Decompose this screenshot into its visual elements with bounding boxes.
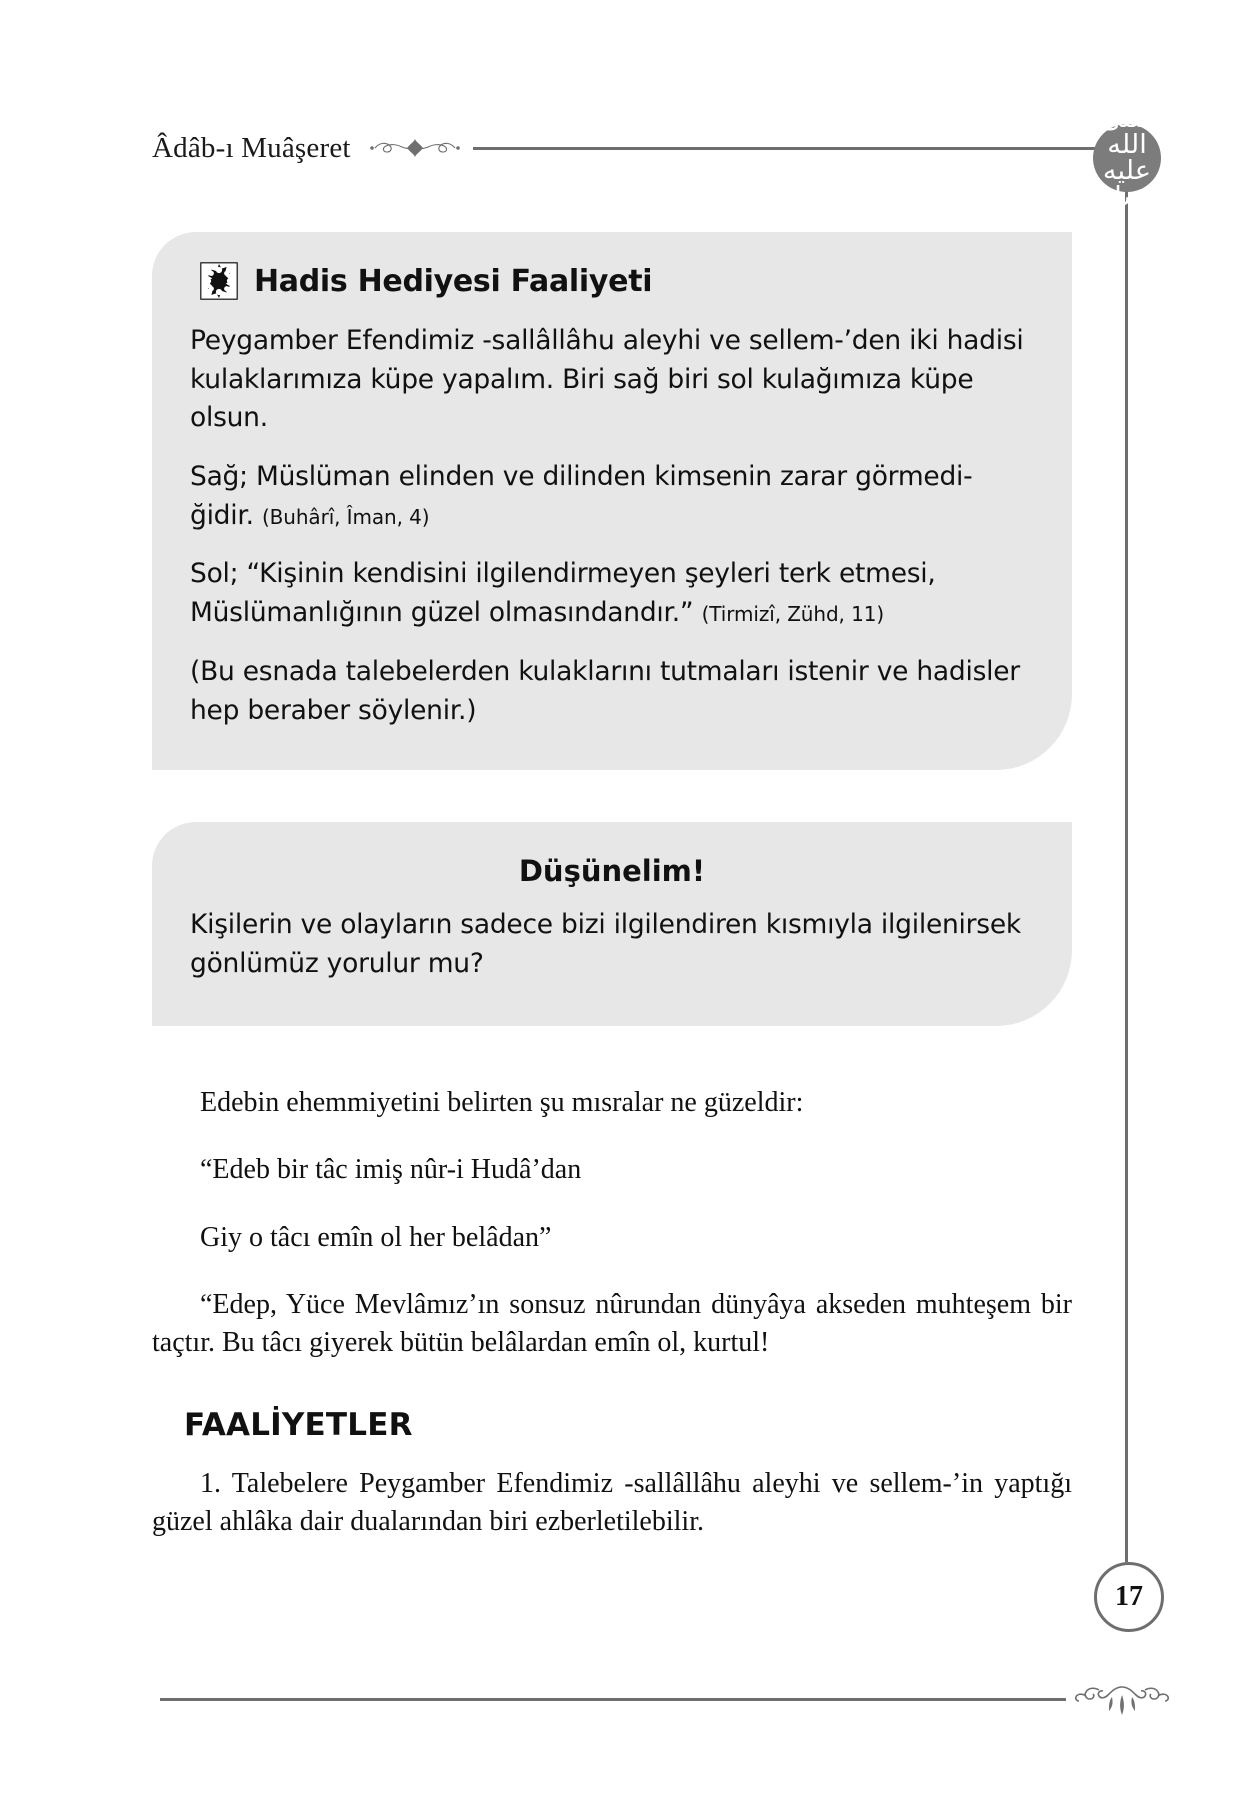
prose-intro: Edebin ehemmiyetini belirten şu mısralar ne güzeldir:	[200, 1086, 804, 1118]
running-header	[0, 118, 1260, 178]
verse-line-1: “Edeb bir tâc imiş nûr-i Hudâ’dan	[200, 1154, 582, 1186]
page-footer	[0, 1664, 1260, 1734]
hadith-left-citation: (Tirmizî, Zühd, 11)	[701, 602, 885, 627]
dusunelim-box	[152, 822, 1072, 1025]
hadis-hediyesi-box	[152, 232, 1072, 770]
page-number: 17	[1094, 1562, 1164, 1632]
salawat-glyph: صلى الله عليه وسلم	[1095, 104, 1159, 212]
hadis-box-title: Hadis Hediyesi Faaliyeti	[254, 263, 653, 299]
dusunelim-question: Kişilerin ve olayların sadece bizi ilgilendiren kısmıyla ilgilenirsek gönlümüz yorulur mu?	[190, 909, 1022, 979]
prose-section	[152, 1084, 1072, 1362]
hadith-left-text: Sol; “Kişinin kendisini ilgilendirmeyen şeyleri terk etmesi, Müslümanlığının güzel olmasındandır.”	[190, 558, 936, 629]
hadith-right-citation: (Buhârî, Îman, 4)	[261, 504, 430, 529]
activities-title: FAALİYETLER	[184, 1407, 413, 1444]
activities-list	[152, 1465, 1072, 1540]
hadith-right-paragraph	[190, 458, 1034, 535]
header-title: Âdâb-ı Muâşeret	[152, 131, 351, 164]
header-rule	[473, 147, 1114, 150]
hadith-left-paragraph	[190, 555, 1034, 632]
footer-rule	[160, 1698, 1066, 1701]
right-vertical-rule	[1125, 188, 1128, 1562]
prose-explanation: “Edep, Yüce Mevlâmız’ın sonsuz nûrundan dünyâya akseden muhteşem bir taçtır. Bu tâcı giyerek bütün belâlardan emîn ol, kurtul!	[152, 1289, 1072, 1358]
hadith-right-text: Sağ; Müslüman elinden ve dilinden kimsenin zarar görmedi-ğidir.	[190, 461, 973, 531]
hadis-instruction-paragraph: (Bu esnada talebelerden kulaklarını tutmaları istenir ve hadisler hep beraber söylenir.)	[190, 655, 1020, 726]
geometric-rosette-icon	[200, 262, 238, 300]
hadis-box-heading	[200, 262, 1034, 300]
activity-item: 1. Talebelere Peygamber Efendimiz -sallâllâhu aleyhi ve sellem-’in yaptığı güzel ahlâka dair dualarından biri ezberletilebilir.	[152, 1468, 1072, 1537]
verse-line-2: Giy o tâcı emîn ol her belâdan”	[200, 1221, 552, 1253]
filigree-ornament-icon	[369, 135, 461, 161]
page-content	[152, 232, 1072, 1570]
scrollwork-ornament-icon	[1066, 1673, 1178, 1725]
dusunelim-title: Düşünelim!	[518, 854, 706, 889]
salawat-medallion-icon	[1093, 104, 1161, 212]
hadis-intro-paragraph: Peygamber Efendimiz -sallâllâhu aleyhi ve sellem-’den iki hadisi kulaklarımıza küpe yapalım. Biri sağ biri sol kulağımıza küpe olsun.	[190, 325, 1024, 434]
